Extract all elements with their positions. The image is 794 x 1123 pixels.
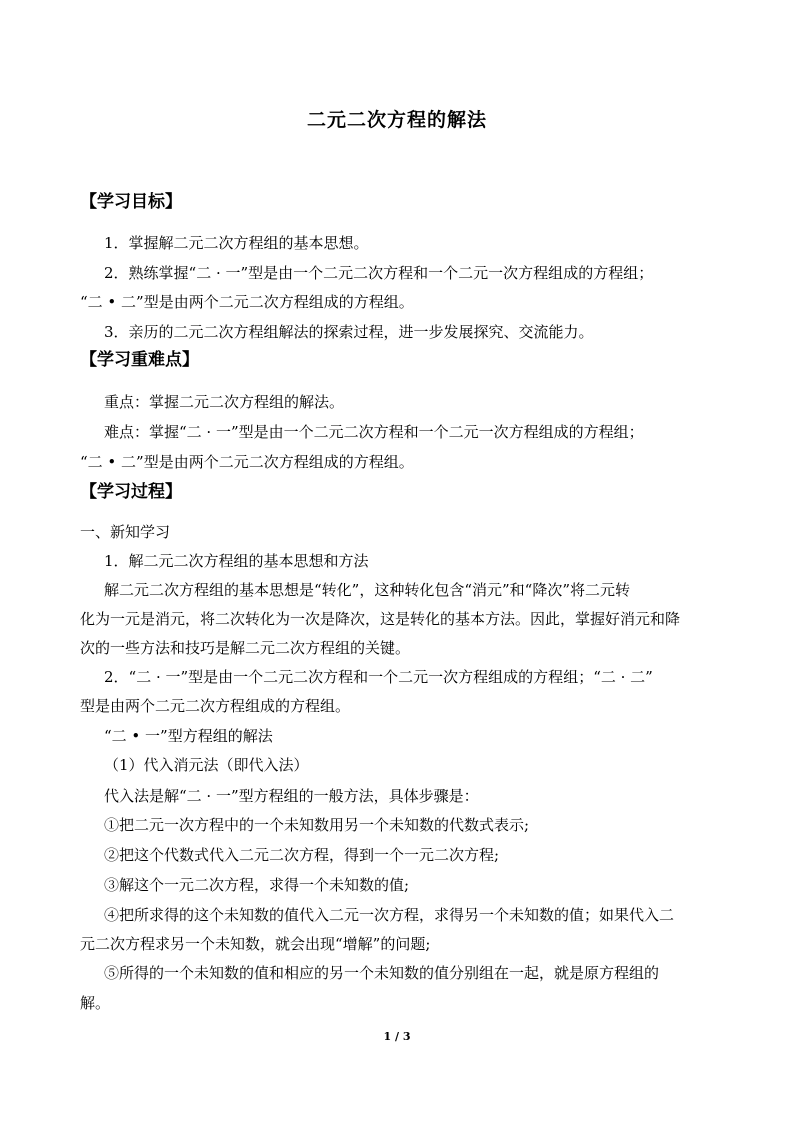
process-line: 2．“二 · 一”型是由一个二元二次方程和一个二元一次方程组成的方程组；“二 · 二” xyxy=(104,668,653,686)
process-heading: 【学习过程】 xyxy=(80,482,182,502)
goal-item: “二 • 二”型是由两个二元二次方程组成的方程组。 xyxy=(80,293,414,311)
process-line: 元二次方程求另一个未知数，就会出现“增解”的问题; xyxy=(80,935,431,953)
process-line: ①把二元一次方程中的一个未知数用另一个未知数的代数式表示; xyxy=(104,816,530,834)
key-item: “二 • 二”型是由两个二元二次方程组成的方程组。 xyxy=(80,453,414,471)
process-line: ③解这个一元二次方程，求得一个未知数的值; xyxy=(104,876,410,894)
goals-heading: 【学习目标】 xyxy=(80,192,182,212)
process-line: 化为一元是消元，将二次转化为一次是降次，这是转化的基本方法。因此，掌握好消元和降 xyxy=(80,610,681,628)
process-line: “二 • 一”型方程组的解法 xyxy=(104,727,273,745)
process-line: 代入法是解“二 · 一”型方程组的一般方法，具体步骤是： xyxy=(104,787,479,805)
process-line: ④把所求得的这个未知数的值代入二元一次方程，求得另一个未知数的值；如果代入二 xyxy=(104,906,675,924)
page-number: 1 / 3 xyxy=(383,1030,411,1043)
process-line: （1）代入消元法（即代入法） xyxy=(104,756,309,774)
key-heading: 【学习重难点】 xyxy=(80,350,199,370)
goal-item: 2．熟练掌握“二 · 一”型是由一个二元二次方程和一个二元一次方程组成的方程组； xyxy=(104,264,654,282)
process-line: ②把这个代数式代入二元二次方程，得到一个一元二次方程; xyxy=(104,846,500,864)
process-line: 解二元二次方程组的基本思想是“转化”，这种转化包含“消元”和“降次”将二元转 xyxy=(104,581,631,599)
process-line: 一、新知学习 xyxy=(80,523,171,541)
process-line: 解。 xyxy=(80,994,111,1012)
process-line: 型是由两个二元二次方程组成的方程组。 xyxy=(80,697,351,715)
goal-item: 1．掌握解二元二次方程组的基本思想。 xyxy=(104,234,369,252)
document-title: 二元二次方程的解法 xyxy=(306,109,487,131)
goal-item: 3．亲历的二元二次方程组解法的探索过程，进一步发展探究、交流能力。 xyxy=(104,323,594,341)
key-item: 重点：掌握二元二次方程组的解法。 xyxy=(104,393,345,411)
process-line: 1．解二元二次方程组的基本思想和方法 xyxy=(104,552,369,570)
process-line: 次的一些方法和技巧是解二元二次方程组的关键。 xyxy=(80,639,411,657)
process-line: ⑤所得的一个未知数的值和相应的另一个未知数的值分别组在一起，就是原方程组的 xyxy=(104,964,660,982)
key-item: 难点：掌握“二 · 一”型是由一个二元二次方程和一个二元一次方程组成的方程组； xyxy=(104,423,644,441)
